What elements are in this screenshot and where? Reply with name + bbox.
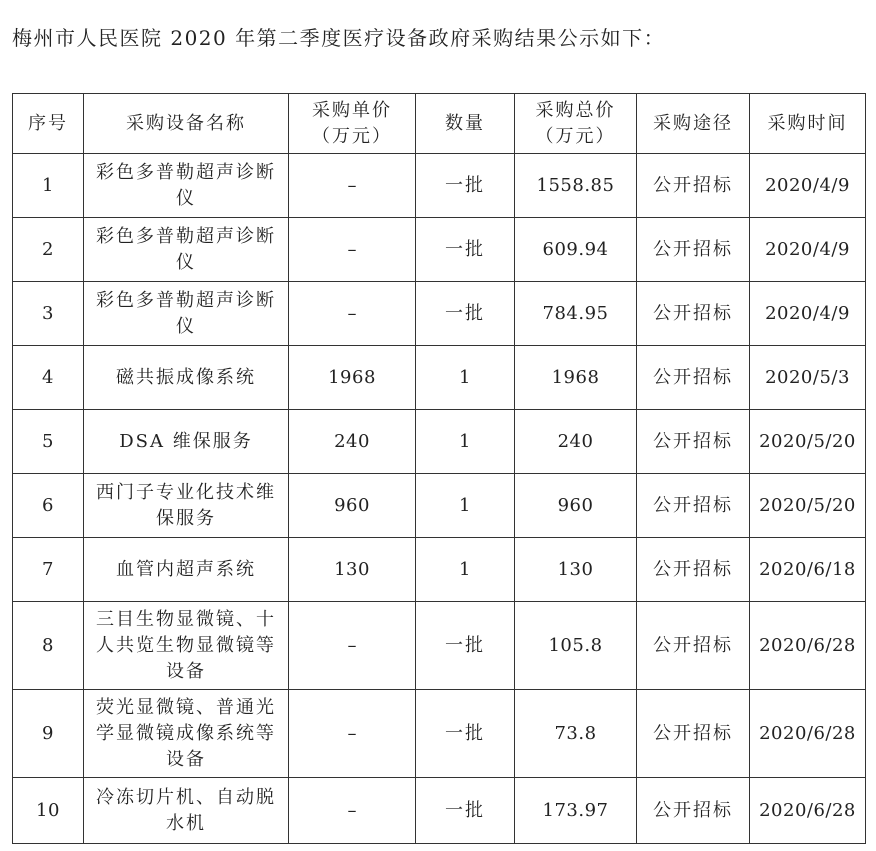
cell-quantity: 1 xyxy=(416,410,515,474)
cell-equipment-name: 彩色多普勒超声诊断仪 xyxy=(84,218,289,282)
cell-equipment-name: 彩色多普勒超声诊断仪 xyxy=(84,282,289,346)
cell-procurement-date: 2020/6/18 xyxy=(750,538,866,602)
table-row xyxy=(13,778,866,844)
cell-procurement-date: 2020/6/28 xyxy=(750,778,866,844)
cell-procurement-date: 2020/4/9 xyxy=(750,154,866,218)
cell-index: 2 xyxy=(13,218,84,282)
cell-unit-price: – xyxy=(289,602,416,690)
cell-equipment-name: 荧光显微镜、普通光学显微镜成像系统等设备 xyxy=(84,690,289,778)
table-row xyxy=(13,602,866,690)
cell-quantity: 一批 xyxy=(416,154,515,218)
cell-procurement-date: 2020/5/20 xyxy=(750,410,866,474)
cell-procurement-method: 公开招标 xyxy=(637,218,750,282)
cell-procurement-method: 公开招标 xyxy=(637,282,750,346)
cell-equipment-name: DSA 维保服务 xyxy=(84,410,289,474)
cell-equipment-name: 彩色多普勒超声诊断仪 xyxy=(84,154,289,218)
cell-total-price: 73.8 xyxy=(515,690,637,778)
table-row xyxy=(13,410,866,474)
cell-procurement-date: 2020/6/28 xyxy=(750,602,866,690)
cell-procurement-date: 2020/5/3 xyxy=(750,346,866,410)
cell-equipment-name: 西门子专业化技术维保服务 xyxy=(84,474,289,538)
cell-procurement-date: 2020/4/9 xyxy=(750,282,866,346)
cell-quantity: 一批 xyxy=(416,690,515,778)
cell-quantity: 一批 xyxy=(416,602,515,690)
table-row xyxy=(13,218,866,282)
cell-procurement-method: 公开招标 xyxy=(637,410,750,474)
cell-unit-price: – xyxy=(289,218,416,282)
cell-unit-price: 130 xyxy=(289,538,416,602)
cell-equipment-name: 冷冻切片机、自动脱水机 xyxy=(84,778,289,844)
cell-total-price: 609.94 xyxy=(515,218,637,282)
cell-index: 8 xyxy=(13,602,84,690)
cell-index: 7 xyxy=(13,538,84,602)
cell-total-price: 784.95 xyxy=(515,282,637,346)
table-row xyxy=(13,282,866,346)
cell-procurement-date: 2020/6/28 xyxy=(750,690,866,778)
header-unit-price: 采购单价（万元） xyxy=(289,94,416,154)
cell-procurement-date: 2020/5/20 xyxy=(750,474,866,538)
cell-unit-price: 240 xyxy=(289,410,416,474)
header-equipment-name: 采购设备名称 xyxy=(84,94,289,154)
cell-equipment-name: 血管内超声系统 xyxy=(84,538,289,602)
cell-quantity: 1 xyxy=(416,474,515,538)
cell-procurement-method: 公开招标 xyxy=(637,154,750,218)
header-index: 序号 xyxy=(13,94,84,154)
header-procurement-date: 采购时间 xyxy=(750,94,866,154)
cell-index: 4 xyxy=(13,346,84,410)
cell-procurement-method: 公开招标 xyxy=(637,778,750,844)
cell-total-price: 240 xyxy=(515,410,637,474)
cell-quantity: 一批 xyxy=(416,282,515,346)
cell-unit-price: – xyxy=(289,690,416,778)
cell-quantity: 一批 xyxy=(416,218,515,282)
cell-unit-price: 1968 xyxy=(289,346,416,410)
cell-procurement-method: 公开招标 xyxy=(637,690,750,778)
table-row xyxy=(13,474,866,538)
cell-index: 10 xyxy=(13,778,84,844)
cell-procurement-method: 公开招标 xyxy=(637,474,750,538)
cell-index: 1 xyxy=(13,154,84,218)
cell-index: 9 xyxy=(13,690,84,778)
table-row xyxy=(13,154,866,218)
cell-procurement-method: 公开招标 xyxy=(637,602,750,690)
cell-unit-price: 960 xyxy=(289,474,416,538)
table-row xyxy=(13,690,866,778)
cell-index: 6 xyxy=(13,474,84,538)
table-row xyxy=(13,346,866,410)
table-header-row xyxy=(13,94,866,154)
cell-total-price: 1558.85 xyxy=(515,154,637,218)
cell-index: 5 xyxy=(13,410,84,474)
cell-quantity: 一批 xyxy=(416,778,515,844)
header-total-price: 采购总价（万元） xyxy=(515,94,637,154)
cell-index: 3 xyxy=(13,282,84,346)
cell-total-price: 173.97 xyxy=(515,778,637,844)
cell-total-price: 105.8 xyxy=(515,602,637,690)
cell-total-price: 130 xyxy=(515,538,637,602)
page-title: 梅州市人民医院 2020 年第二季度医疗设备政府采购结果公示如下： xyxy=(12,26,666,50)
cell-unit-price: – xyxy=(289,154,416,218)
cell-quantity: 1 xyxy=(416,346,515,410)
cell-unit-price: – xyxy=(289,778,416,844)
cell-unit-price: – xyxy=(289,282,416,346)
header-quantity: 数量 xyxy=(416,94,515,154)
cell-quantity: 1 xyxy=(416,538,515,602)
cell-procurement-date: 2020/4/9 xyxy=(750,218,866,282)
table-row xyxy=(13,538,866,602)
procurement-table xyxy=(12,93,866,844)
cell-procurement-method: 公开招标 xyxy=(637,538,750,602)
cell-total-price: 960 xyxy=(515,474,637,538)
cell-equipment-name: 三目生物显微镜、十人共览生物显微镜等设备 xyxy=(84,602,289,690)
header-procurement-method: 采购途径 xyxy=(637,94,750,154)
cell-procurement-method: 公开招标 xyxy=(637,346,750,410)
cell-equipment-name: 磁共振成像系统 xyxy=(84,346,289,410)
cell-total-price: 1968 xyxy=(515,346,637,410)
